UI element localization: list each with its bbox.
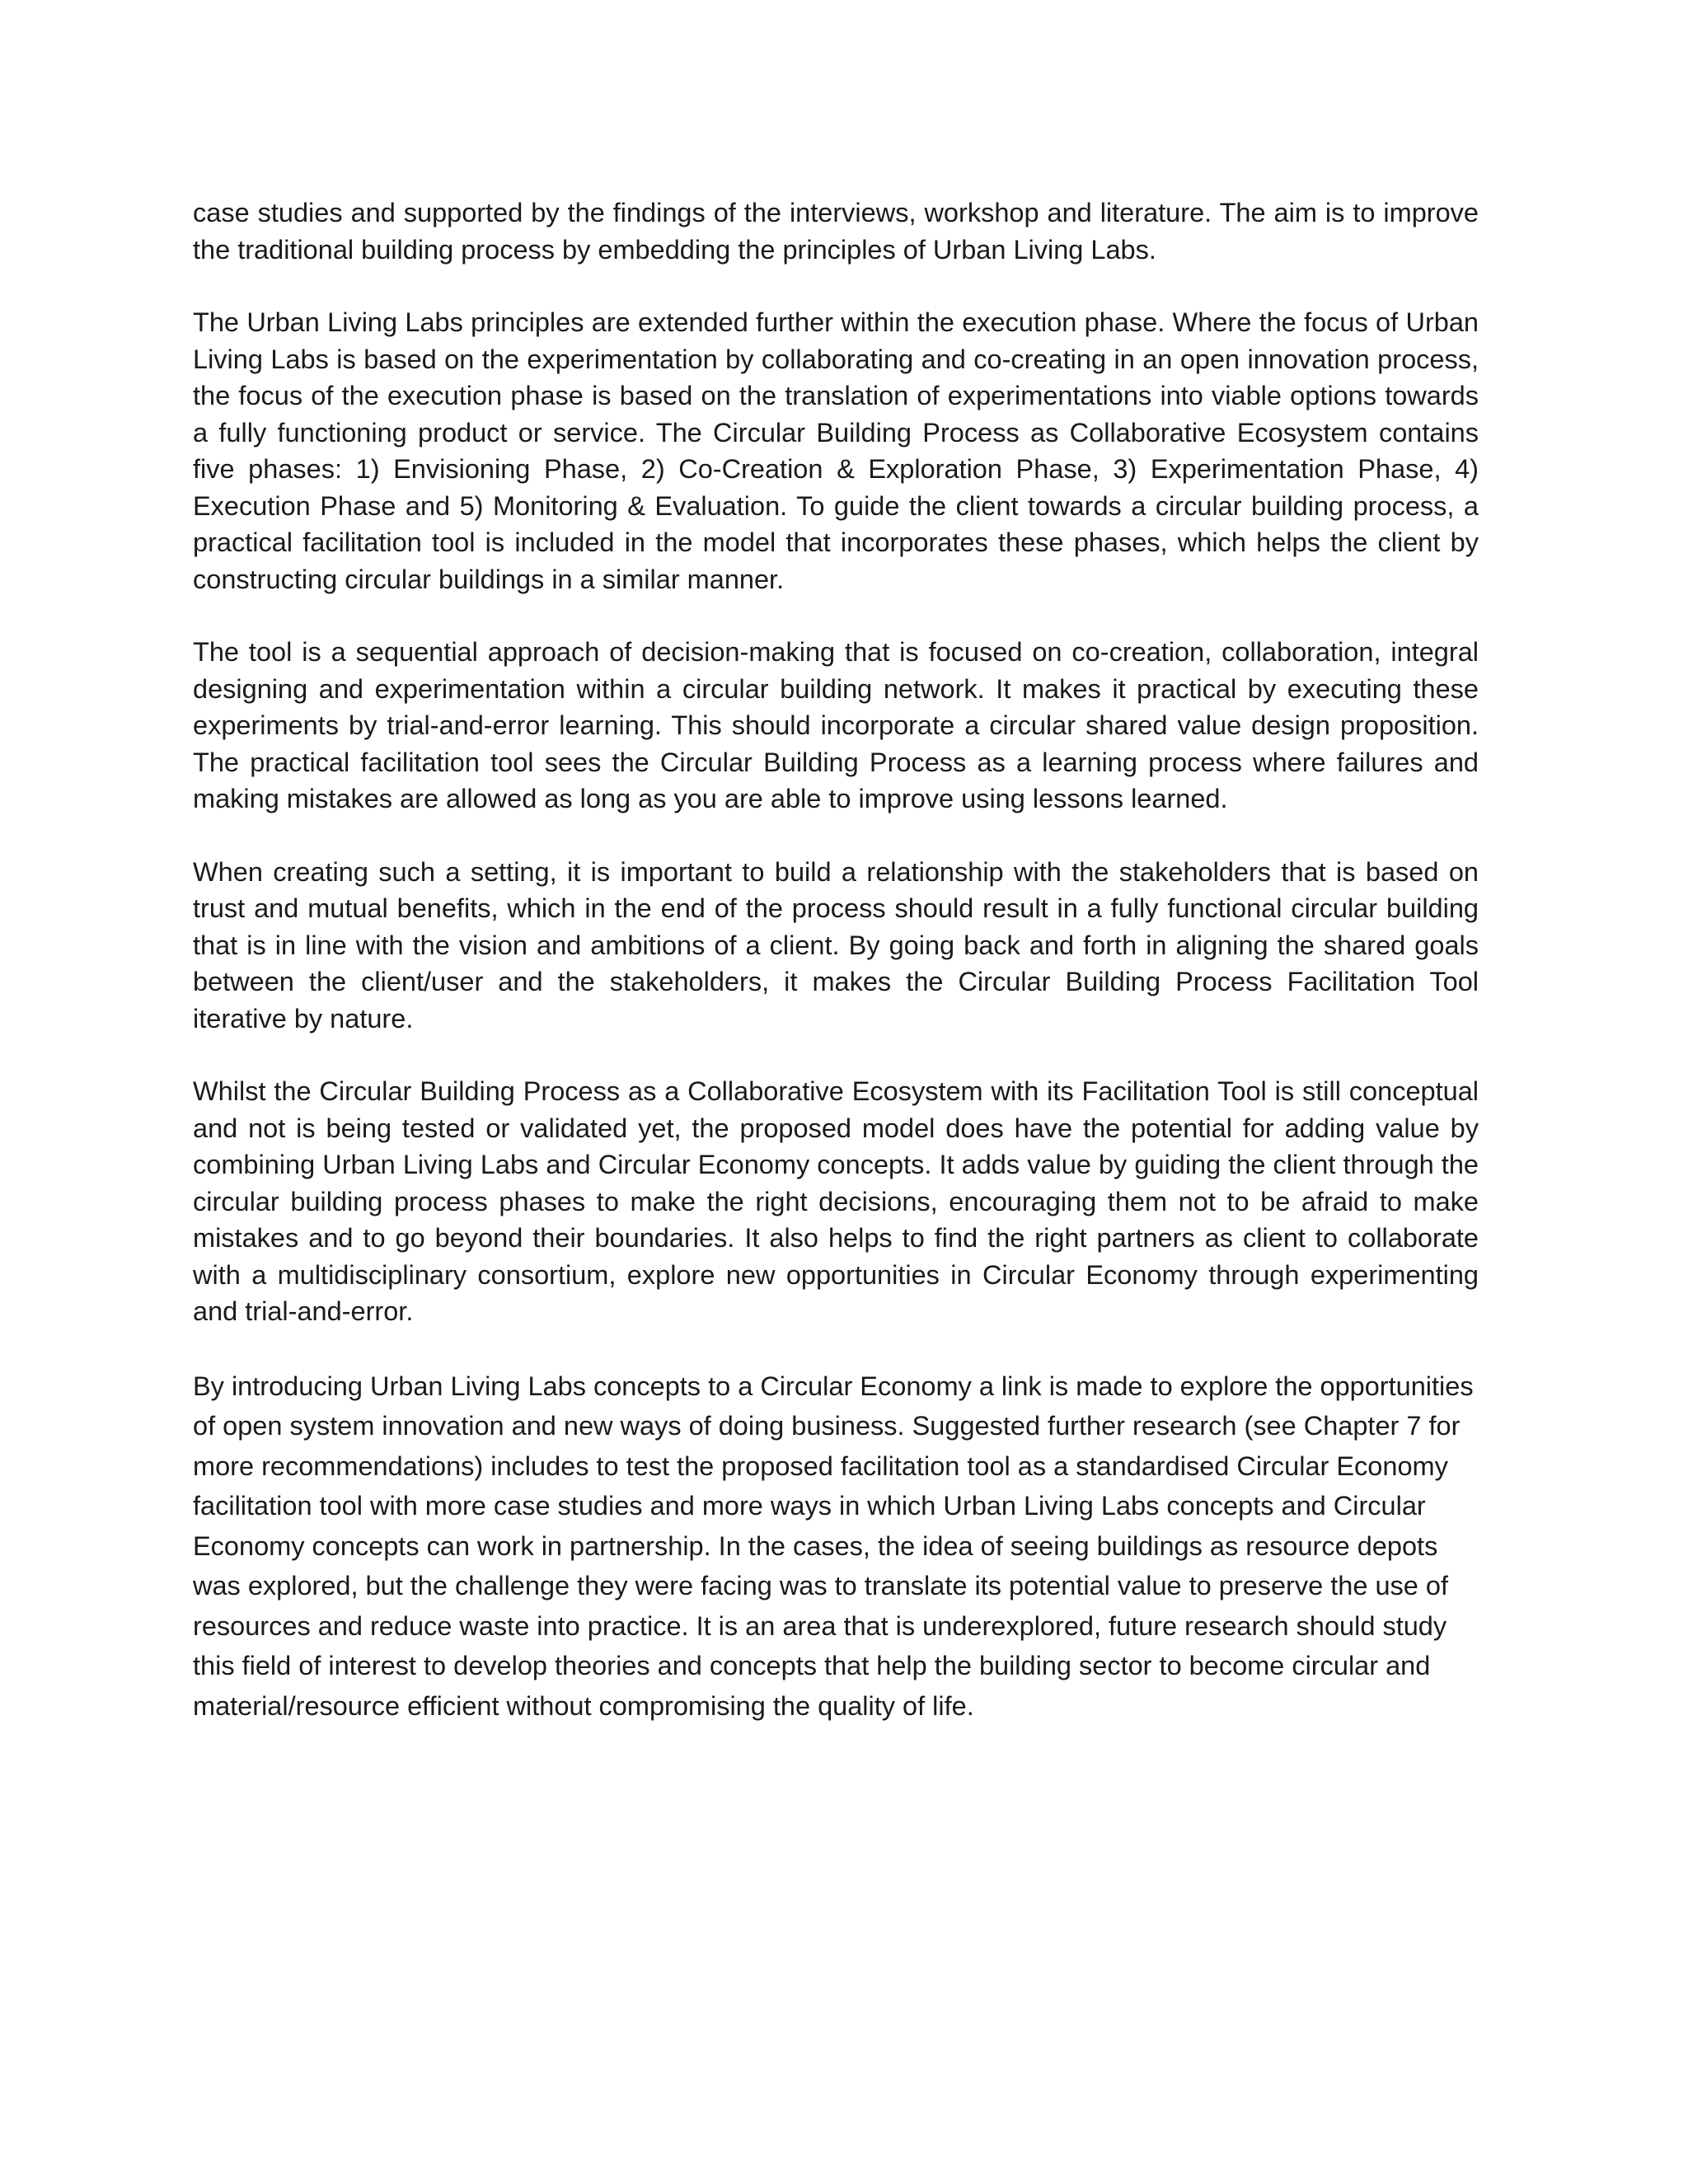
paragraph-execution-phase: The Urban Living Labs principles are extended further within the execution phase. Where the focus of Urban Living Labs is based on the experimentation by collaborating and co-creating in an open innovation process, the focus of the execution phase is based on the translation of experimentations into viable options towards a fully functioning product or service. The Circular Building Process as Collaborative Ecosystem contains five phases: 1) Envisioning Phase, 2) Co-Creation & Exploration Phase, 3) Experimentation Phase, 4) Execution Phase and 5) Monitoring & Evaluation. To guide the client towards a circular building process, a practical facilitation tool is included in the model that incorporates these phases, which helps the client by constructing circular buildings in a similar manner.: [193, 307, 1479, 594]
paragraph-facilitation-tool: The tool is a sequential approach of decision-making that is focused on co-creation, collaboration, integral designing and experimentation within a circular building network. It makes it practical by executing these experiments by trial-and-error learning. This should incorporate a circular shared value design proposition. The practical facilitation tool sees the Circular Building Process as a learning process where failures and making mistakes are allowed as long as you are able to improve using lessons learned.: [193, 637, 1479, 813]
paragraph-continuation: case studies and supported by the findings of the interviews, workshop and literature. The aim is to improve the traditional building process by embedding the principles of Urban Living Labs.: [193, 198, 1479, 265]
paragraph-stakeholder-relationship: When creating such a setting, it is important to build a relationship with the stakeholders that is based on trust and mutual benefits, which in the end of the process should result in a fully functional circular building that is in line with the vision and ambitions of a client. By going back and forth in aligning the shared goals between the client/user and the stakeholders, it makes the Circular Building Process Facilitation Tool iterative by nature.: [193, 856, 1479, 1033]
paragraph-conceptual-model: Whilst the Circular Building Process as a Collaborative Ecosystem with its Facilitation Tool is still conceptual and not is being tested or validated yet, the proposed model does have the potential for adding value by combining Urban Living Labs and Circular Economy concepts. It adds value by guiding the client through the circular building process phases to make the right decisions, encouraging them not to be afraid to make mistakes and to go beyond their boundaries. It also helps to find the right partners as client to collaborate with a multidisciplinary consortium, explore new opportunities in Circular Economy through experimenting and trial-and-error.: [193, 1076, 1479, 1326]
body-text: [193, 194, 1479, 1762]
paragraph-further-research: By introducing Urban Living Labs concepts to a Circular Economy a link is made to explore the opportunities of open system innovation and new ways of doing business. Suggested further research (see Chapter 7 for more recommendations) includes to test the proposed facilitation tool as a standardised Circular Economy facilitation tool with more case studies and more ways in which Urban Living Labs concepts and Circular Economy concepts can work in partnership. In the cases, the idea of seeing buildings as resource depots was explored, but the challenge they were facing was to translate its potential value to preserve the use of resources and reduce waste into practice. It is an area that is underexplored, future research should study this field of interest to develop theories and concepts that help the building sector to become circular and material/resource efficient without compromising the quality of life.: [193, 1371, 1474, 1721]
